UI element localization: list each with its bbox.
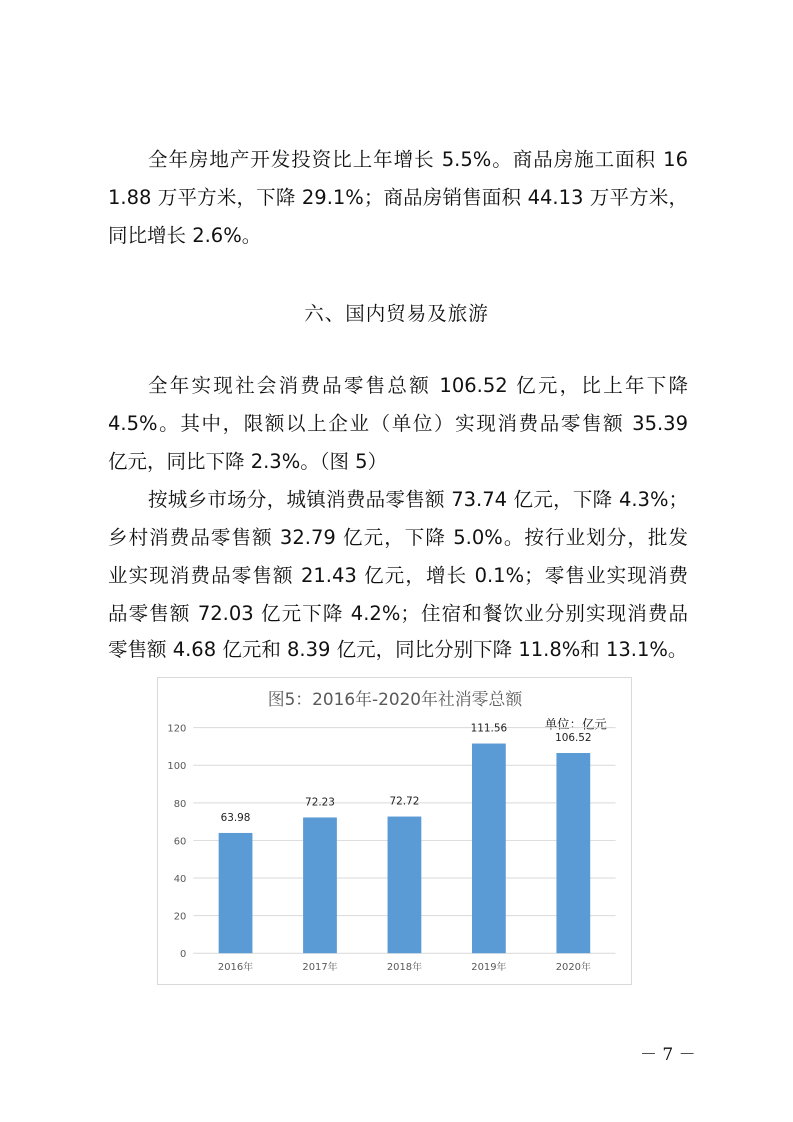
chart-title: 图5：2016年-2020年社消零总额 bbox=[267, 688, 523, 709]
y-tick-label: 120 bbox=[167, 723, 187, 735]
x-tick-label: 2017年 bbox=[302, 962, 338, 974]
x-tick-label: 2018年 bbox=[386, 962, 423, 974]
y-tick-label: 40 bbox=[173, 874, 187, 885]
bar-2017年 bbox=[303, 817, 337, 953]
text-line: 1.88 万平方米，下降 29.1%；商品房销售面积 44.13 万平方米， bbox=[108, 186, 688, 209]
data-label: 72.72 bbox=[389, 795, 420, 808]
text-line: 全年实现社会消费品零售总额 106.52 亿元，比上年下降 bbox=[148, 374, 688, 397]
data-label: 63.98 bbox=[220, 812, 251, 825]
y-tick-label: 0 bbox=[180, 949, 187, 961]
text-line: 乡村消费品零售额 32.79 亿元，下降 5.0%。按行业划分，批发 bbox=[108, 526, 688, 549]
chart-unit-label: 单位：亿元 bbox=[544, 716, 607, 732]
text-line: 零售额 4.68 亿元和 8.39 亿元，同比分别下降 11.8%和 13.1%。 bbox=[108, 638, 688, 661]
bar-2016年 bbox=[219, 833, 253, 953]
text-line: 亿元，同比下降 2.3%。（图 5） bbox=[108, 450, 388, 473]
y-tick-label: 100 bbox=[167, 761, 187, 773]
data-label: 72.23 bbox=[305, 796, 335, 809]
text-line: 业实现消费品零售额 21.43 亿元，增长 0.1%；零售业实现消费 bbox=[108, 564, 688, 587]
x-tick-label: 2016年 bbox=[217, 962, 254, 974]
data-label: 111.56 bbox=[470, 722, 508, 735]
y-tick-label: 80 bbox=[173, 798, 187, 810]
bar-2018年 bbox=[388, 817, 422, 954]
data-label: 106.52 bbox=[555, 732, 592, 745]
text-line: 按城乡市场分，城镇消费品零售额 73.74 亿元，下降 4.3%； bbox=[148, 488, 688, 511]
y-tick-label: 60 bbox=[173, 836, 187, 848]
section-heading: 六、国内贸易及旅游 bbox=[304, 302, 489, 325]
text-line: 品零售额 72.03 亿元下降 4.2%；住宿和餐饮业分别实现消费品 bbox=[108, 602, 688, 625]
bar-2020年 bbox=[556, 753, 590, 953]
x-tick-label: 2019年 bbox=[471, 962, 507, 974]
x-tick-label: 2020年 bbox=[555, 962, 591, 974]
text-line: 全年房地产开发投资比上年增长 5.5%。商品房施工面积 16 bbox=[148, 148, 688, 171]
text-line: 同比增长 2.6%。 bbox=[108, 224, 262, 247]
retail-sales-bar-chart bbox=[157, 677, 632, 985]
y-tick-label: 20 bbox=[173, 911, 187, 923]
page-number: － 7 － bbox=[640, 1045, 696, 1065]
bar-2019年 bbox=[472, 744, 506, 954]
text-line: 4.5%。其中，限额以上企业（单位）实现消费品零售额 35.39 bbox=[108, 412, 688, 435]
